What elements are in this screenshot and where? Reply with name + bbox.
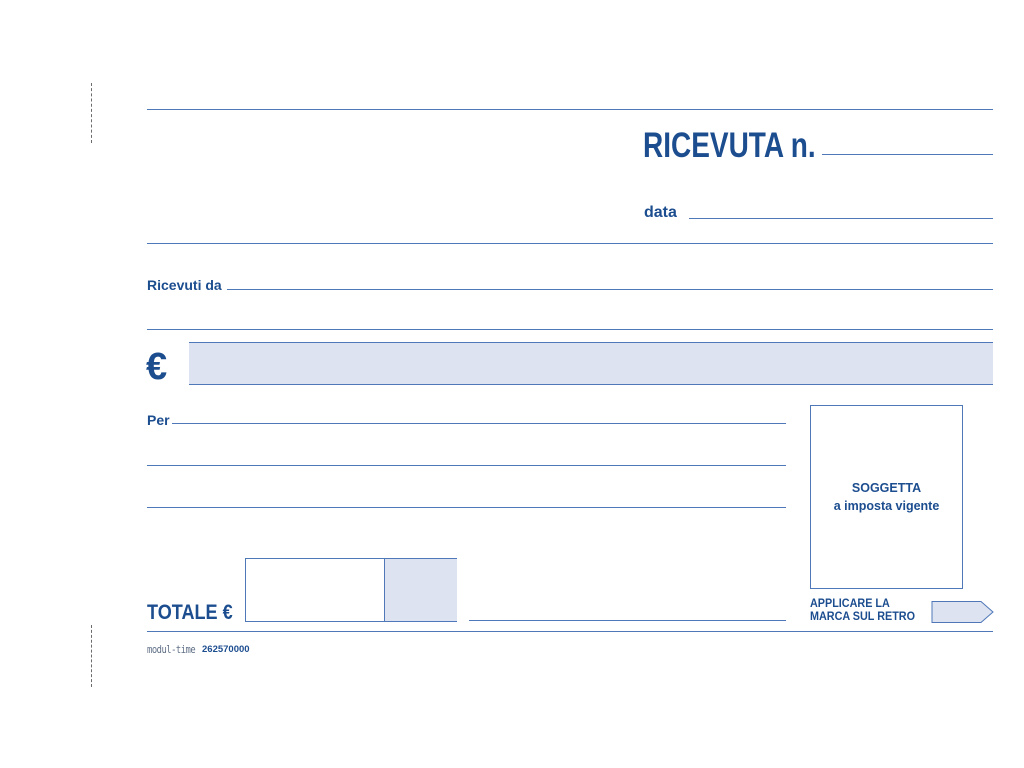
received-from-field-line-2 [147, 329, 993, 330]
product-code: 262570000 [202, 644, 250, 655]
tax-stamp-line-1: SOGGETTA [851, 481, 922, 495]
received-from-label: Ricevuti da [147, 277, 222, 293]
receipt-title: RICEVUTA n. [643, 126, 816, 165]
amount-currency-symbol: € [146, 346, 168, 388]
brand-logo: modul-time [147, 643, 196, 656]
stamp-note-line-1: APPLICARE LA [810, 596, 890, 610]
total-cents-cell [384, 559, 457, 621]
perforation-bottom [91, 625, 92, 687]
total-field [245, 558, 457, 622]
tax-stamp-line-2: a imposta vigente [833, 499, 940, 513]
receipt-number-field [822, 154, 993, 155]
signature-line [469, 620, 786, 621]
header-separator [147, 243, 993, 244]
total-label: TOTALE € [147, 601, 233, 624]
for-field [172, 423, 786, 424]
for-field-line-3 [147, 507, 786, 508]
stamp-note-line-2: MARCA SUL RETRO [810, 609, 916, 623]
date-label: data [644, 204, 677, 221]
arrow-right-icon [931, 600, 995, 624]
bottom-rule [147, 631, 993, 632]
stamp-note [810, 597, 915, 623]
date-field [689, 218, 993, 219]
tax-stamp-box [810, 405, 963, 589]
tax-stamp-text [811, 479, 962, 515]
for-label: Per [147, 412, 170, 428]
perforation-top [91, 83, 92, 143]
amount-field [189, 342, 993, 385]
received-from-field [227, 289, 993, 290]
for-field-line-2 [147, 465, 786, 466]
top-rule [147, 109, 993, 110]
